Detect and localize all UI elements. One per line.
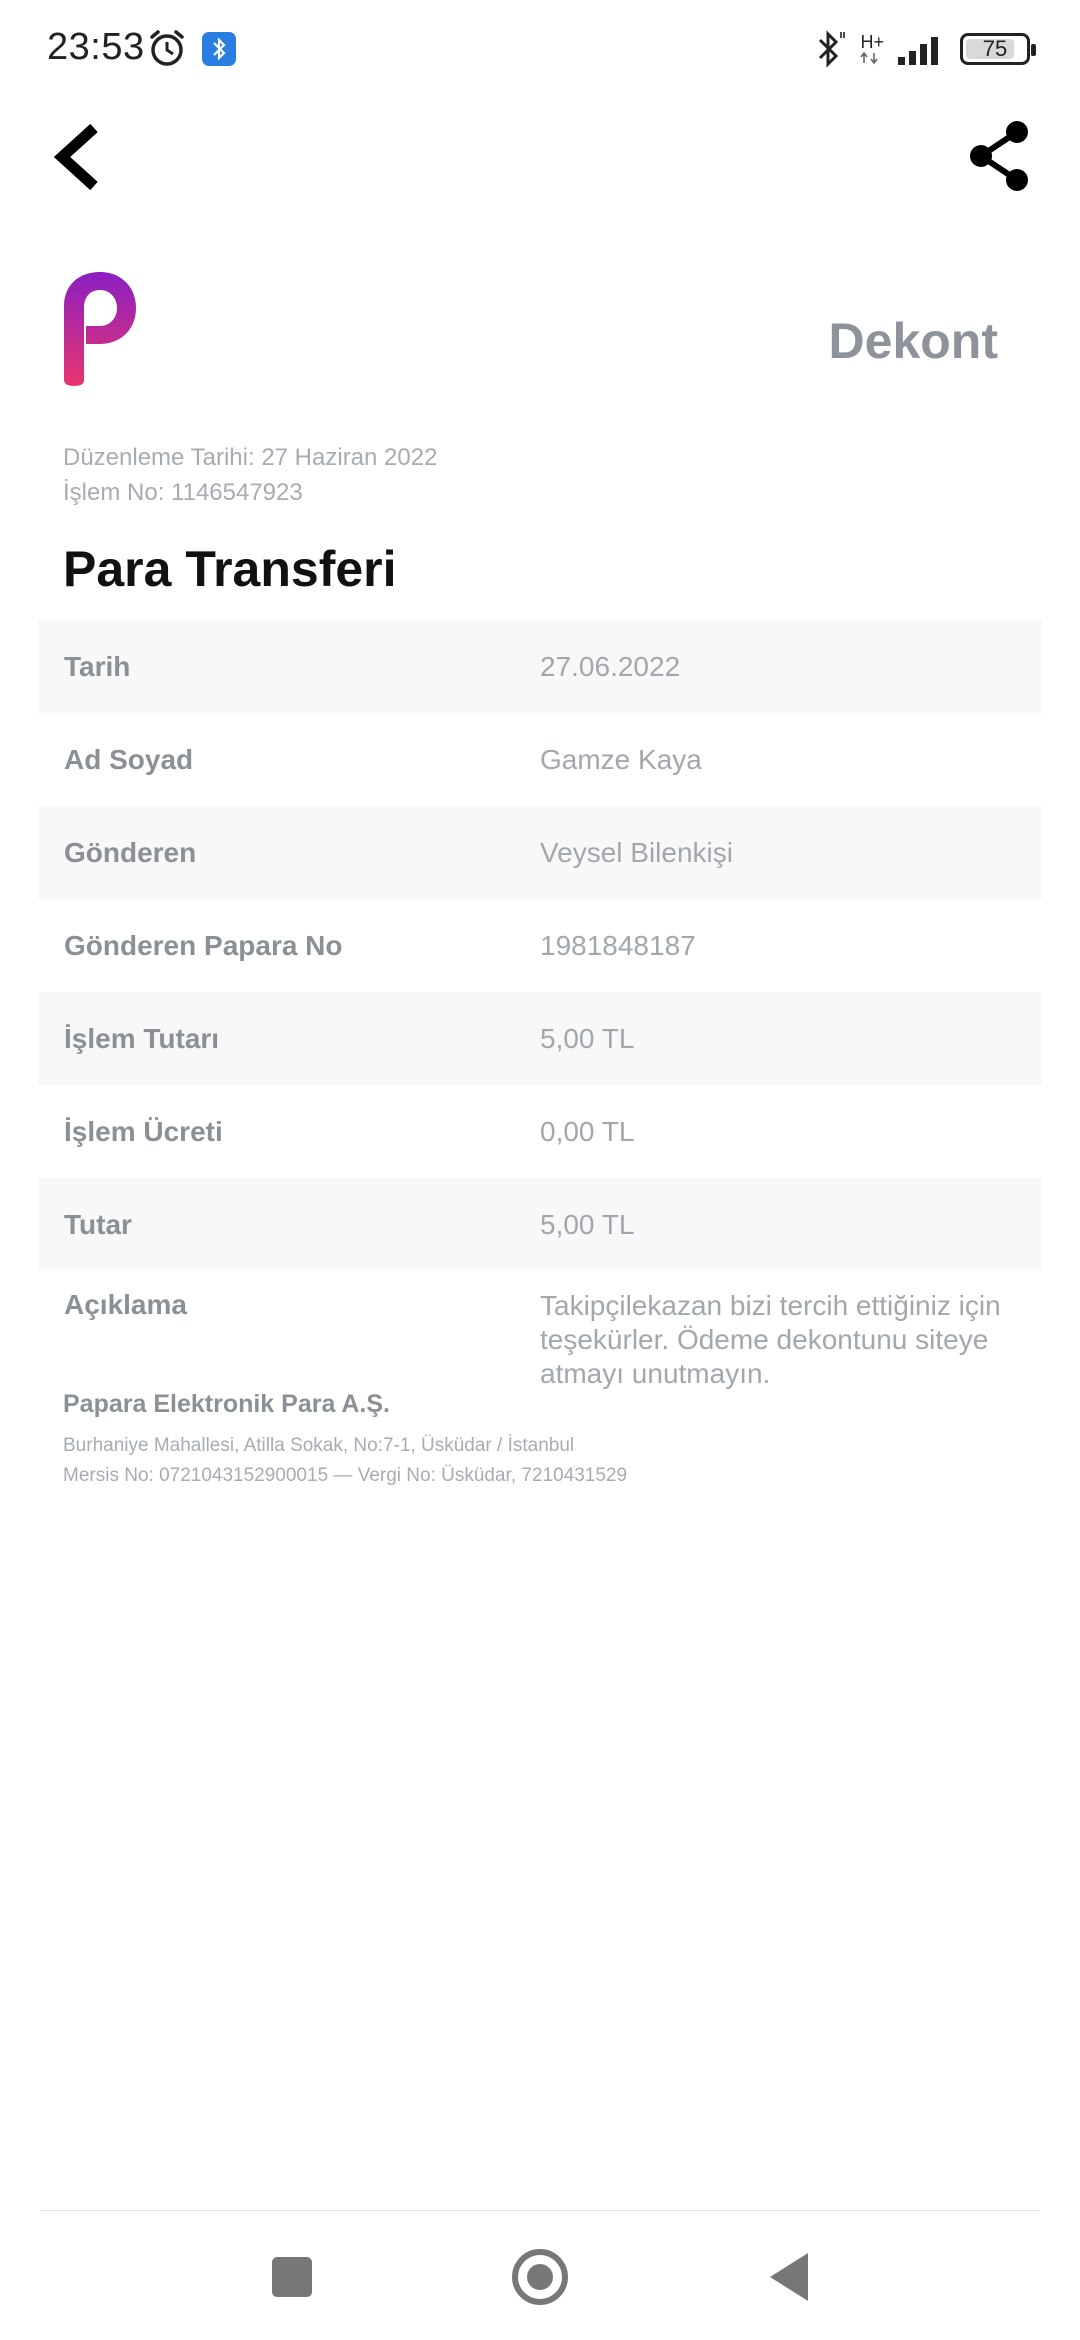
chevron-left-icon xyxy=(50,120,110,195)
detail-value: Gamze Kaya xyxy=(540,743,702,775)
battery-icon xyxy=(960,33,1030,65)
share-icon xyxy=(965,118,1035,194)
alarm-icon xyxy=(147,28,187,68)
detail-label: Açıklama xyxy=(64,1289,187,1320)
battery-level: 75 xyxy=(982,36,1008,61)
transaction-number: İşlem No: 1146547923 xyxy=(63,479,303,506)
system-nav-bar xyxy=(0,2215,1080,2340)
company-registration: Mersis No: 0721043152900015 — Vergi No: Üsküdar, 7210431529 xyxy=(63,1465,628,1486)
company-address: Burhaniye Mahallesi, Atilla Sokak, No:7-1, Üsküdar / İstanbul xyxy=(63,1435,575,1456)
detail-label: Tutar xyxy=(64,1208,132,1240)
status-bar xyxy=(0,0,1080,100)
recent-apps-button[interactable] xyxy=(272,2257,312,2297)
detail-value: 1981848187 xyxy=(540,929,696,961)
detail-row-description xyxy=(38,1271,1042,1391)
issue-date: Düzenleme Tarihi: 27 Haziran 2022 xyxy=(63,444,438,471)
status-indicators xyxy=(814,26,1030,72)
papara-logo xyxy=(60,268,140,388)
share-button[interactable] xyxy=(965,118,1035,194)
detail-value: Takipçilekazan bizi tercih ettiğiniz için teşekürler. Ödeme dekontunu siteye atmayı unutmayın. xyxy=(540,1290,1001,1389)
detail-row-sender-no xyxy=(38,899,1042,992)
status-time: 23:53 xyxy=(47,26,145,68)
detail-label: Ad Soyad xyxy=(64,743,194,775)
detail-row-total xyxy=(38,1178,1042,1271)
detail-label: Gönderen Papara No xyxy=(64,929,343,961)
detail-row-fee xyxy=(38,1085,1042,1178)
signal-icon xyxy=(896,31,948,67)
home-button[interactable] xyxy=(512,2249,568,2305)
bluetooth-notification-icon xyxy=(202,32,236,66)
detail-row-amount xyxy=(38,992,1042,1085)
detail-row-sender xyxy=(38,806,1042,899)
detail-label: İşlem Ücreti xyxy=(64,1115,223,1147)
detail-row-date xyxy=(38,620,1042,713)
detail-label: Gönderen xyxy=(64,836,197,868)
detail-label: İşlem Tutarı xyxy=(64,1022,220,1054)
receipt-meta xyxy=(63,440,437,510)
company-info xyxy=(63,1390,627,1491)
company-name: Papara Elektronik Para A.Ş. xyxy=(63,1390,391,1418)
detail-value: Veysel Bilenkişi xyxy=(540,836,733,868)
detail-row-name xyxy=(38,713,1042,806)
detail-value: 27.06.2022 xyxy=(540,650,681,682)
transaction-details xyxy=(38,620,1042,1391)
network-type: H+ xyxy=(860,32,884,52)
data-arrows-icon xyxy=(860,51,882,65)
detail-value: 5,00 TL xyxy=(540,1022,635,1054)
back-button[interactable] xyxy=(50,120,110,195)
detail-value: 0,00 TL xyxy=(540,1115,635,1147)
document-label: Dekont xyxy=(828,313,998,369)
nav-divider xyxy=(40,2210,1040,2211)
system-back-button[interactable] xyxy=(770,2253,808,2301)
bluetooth-icon xyxy=(814,28,848,70)
detail-value: 5,00 TL xyxy=(540,1208,635,1240)
page-title: Para Transferi xyxy=(63,541,397,597)
detail-label: Tarih xyxy=(64,650,131,682)
